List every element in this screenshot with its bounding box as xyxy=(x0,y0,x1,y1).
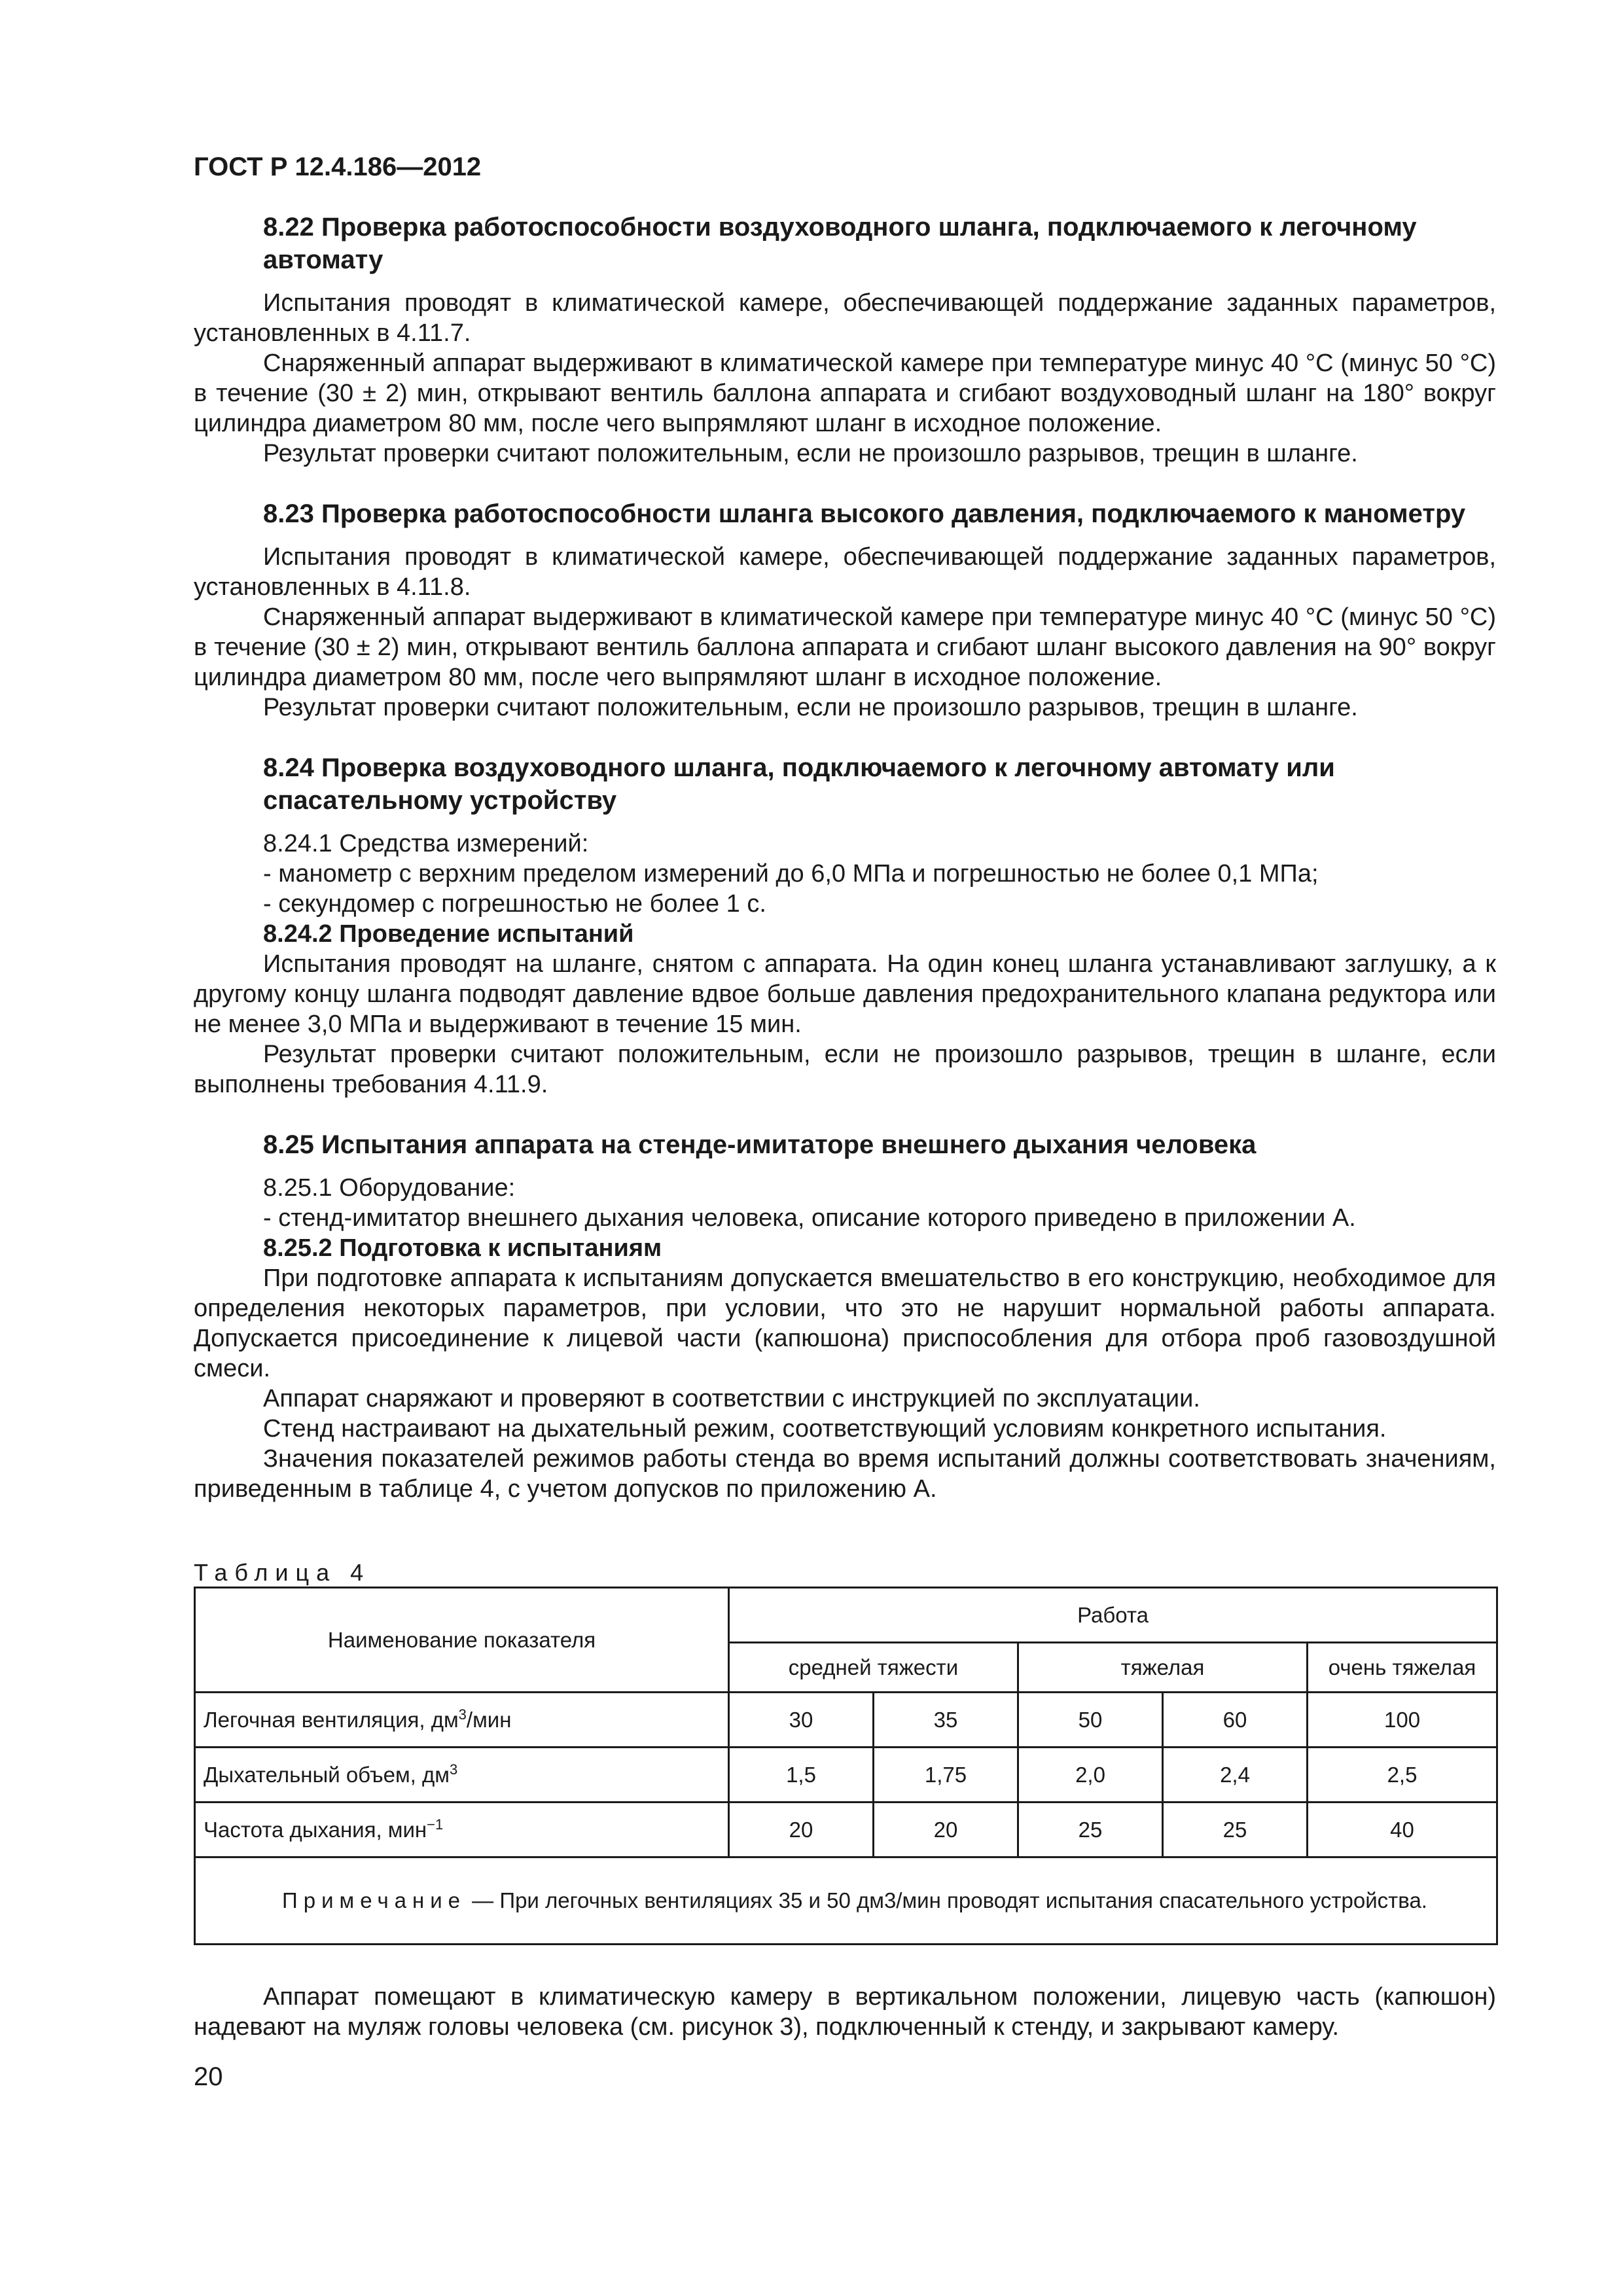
table-cell: 100 xyxy=(1308,1693,1497,1748)
section-heading-8-24: 8.24 Проверка воздуховодного шланга, подключаемого к легочному автомату или спасательному устройству xyxy=(263,753,1335,815)
paragraph: 8.25.1 Оборудование: xyxy=(263,1174,516,1202)
paragraph: При подготовке аппарата к испытаниям допускается вмешательство в его конструкцию, необходимое для определения некоторых параметров, при условии, что это не нарушит нормальной работы аппарата. Допускается присоединение к лицевой части (капюшона) приспособления для отбора проб газовоздушной смеси. xyxy=(194,1265,1496,1382)
table-cell: 25 xyxy=(1018,1803,1163,1857)
table-cell: 2,5 xyxy=(1308,1748,1497,1803)
table-caption: Таблица 4 xyxy=(194,1559,371,1586)
paragraph: 8.24.1 Средства измерений: xyxy=(263,830,589,857)
paragraph: Аппарат помещают в климатическую камеру в вертикальном положении, лицевую часть (капюшон) надевают на муляж головы человека (см. рисунок 3), подключенный к стенду, и закрывают камеру. xyxy=(194,1983,1496,2041)
paragraph: Результат проверки считают положительным, если не произошло разрывов, трещин в шланге. xyxy=(263,694,1358,721)
page-number: 20 xyxy=(194,2062,223,2091)
row-label: Легочная вентиляция, $дм^3$/мин xyxy=(195,1693,729,1748)
table-4 xyxy=(194,1587,1496,1945)
paragraph: Результат проверки считают положительным, если не произошло разрывов, трещин в шланге. xyxy=(263,440,1358,467)
table-note xyxy=(195,1857,1497,1945)
table-cell: 60 xyxy=(1163,1693,1308,1748)
column-header-work: Работа xyxy=(729,1588,1497,1643)
table-row xyxy=(195,1693,1497,1748)
table-row xyxy=(195,1803,1497,1857)
table-cell: 1,75 xyxy=(874,1748,1018,1803)
row-label: Дыхательный объем, $дм^3$ xyxy=(195,1748,729,1803)
column-header-heavy: тяжелая xyxy=(1018,1643,1308,1693)
paragraph: Испытания проводят в климатической камере, обеспечивающей поддержание заданных параметров, установленных в 4.11.7. xyxy=(194,289,1496,347)
paragraph: Значения показателей режимов работы стенда во время испытаний должны соответствовать значениям, приведенным в таблице 4, с учетом допусков по приложению А. xyxy=(194,1445,1496,1503)
paragraph: Снаряженный аппарат выдерживают в климатической камере при температуре минус 40 °С (минус 50 °С) в течение (30 ± 2) мин, открывают вентиль баллона аппарата и сгибают шланг высокого давления на 90° вокруг цилиндра диаметром 80 мм, после чего выпрямляют шланг в исходное положение. xyxy=(194,603,1496,691)
table-cell: 35 xyxy=(874,1693,1018,1748)
section-heading-8-25: 8.25 Испытания аппарата на стенде-имитаторе внешнего дыхания человека xyxy=(263,1130,1257,1159)
column-header-very-heavy: очень тяжелая xyxy=(1308,1643,1497,1693)
column-header-medium: средней тяжести xyxy=(729,1643,1018,1693)
paragraph: Аппарат снаряжают и проверяют в соответствии с инструкцией по эксплуатации. xyxy=(263,1385,1200,1412)
column-header-name: Наименование показателя xyxy=(195,1588,729,1693)
table-cell: 40 xyxy=(1308,1803,1497,1857)
note-text: — При легочных вентиляциях 35 и 50 дм3/мин проводят испытания спасательного устройства. xyxy=(466,1888,1427,1912)
paragraph: Результат проверки считают положительным, если не произошло разрывов, трещин в шланге, если выполнены требования 4.11.9. xyxy=(194,1041,1496,1098)
list-item: - манометр с верхним пределом измерений до 6,0 МПа и погрешностью не более 0,1 МПа; xyxy=(263,860,1319,888)
section-heading-8-23: 8.23 Проверка работоспособности шланга высокого давления, подключаемого к манометру xyxy=(263,499,1466,528)
paragraph: Снаряженный аппарат выдерживают в климатической камере при температуре минус 40 °С (минус 50 °С) в течение (30 ± 2) мин, открывают вентиль баллона аппарата и сгибают воздуховодный шланг на 180° вокруг цилиндра диаметром 80 мм, после чего выпрямляют шланг в исходное положение. xyxy=(194,350,1496,437)
paragraph: Испытания проводят в климатической камере, обеспечивающей поддержание заданных параметров, установленных в 4.11.8. xyxy=(194,543,1496,601)
table-cell: 20 xyxy=(729,1803,874,1857)
paragraph: Испытания проводят на шланге, снятом с аппарата. На один конец шланга устанавливают заглушку, а к другому концу шланга подводят давление вдвое больше давления предохранительного клапана редуктора или не менее 3,0 МПа и выдерживают в течение 15 мин. xyxy=(194,950,1496,1038)
table-cell: 20 xyxy=(874,1803,1018,1857)
closing-text xyxy=(194,1982,1496,2042)
page-content xyxy=(194,211,1496,1504)
table-row xyxy=(195,1748,1497,1803)
paragraph: Стенд настраивают на дыхательный режим, соответствующий условиям конкретного испытания. xyxy=(263,1415,1387,1443)
table-cell: 2,4 xyxy=(1163,1748,1308,1803)
table-cell: 50 xyxy=(1018,1693,1163,1748)
document-header: ГОСТ Р 12.4.186—2012 xyxy=(194,152,482,181)
table-cell: 25 xyxy=(1163,1803,1308,1857)
table-cell: 30 xyxy=(729,1693,874,1748)
table-cell: 1,5 xyxy=(729,1748,874,1803)
note-label: Примечание xyxy=(282,1888,467,1912)
list-item: - секундомер с погрешностью не более 1 с. xyxy=(263,890,766,918)
list-item: - стенд-имитатор внешнего дыхания человека, описание которого приведено в приложении А. xyxy=(263,1204,1356,1232)
row-label: Частота дыхания, мин$^{-1}$ xyxy=(195,1803,729,1857)
subsection-heading: 8.24.2 Проведение испытаний xyxy=(263,920,634,948)
section-heading-8-22: 8.22 Проверка работоспособности воздуховодного шланга, подключаемого к легочному автомату xyxy=(263,213,1417,274)
subsection-heading: 8.25.2 Подготовка к испытаниям xyxy=(263,1234,662,1262)
table-cell: 2,0 xyxy=(1018,1748,1163,1803)
